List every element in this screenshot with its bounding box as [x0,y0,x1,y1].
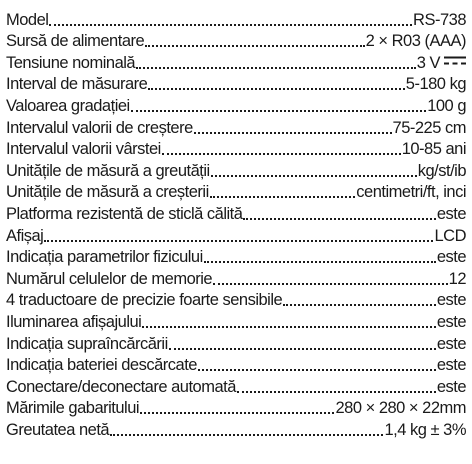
spec-label: Indicația parametrilor fizicului [6,248,203,267]
spec-row-dimensions [6,397,466,419]
spec-row-physique-indication [6,246,466,268]
dot-leader [210,196,356,198]
spec-value: 5-180 kg [405,75,466,94]
dot-leader [110,434,383,436]
spec-value: este [436,204,466,223]
spec-row-power-source [6,30,466,52]
spec-row-memory-cells [6,267,466,289]
spec-value: este [436,356,466,375]
spec-row-sensors [6,289,466,311]
spec-row-low-battery [6,354,466,376]
spec-label: Sursă de alimentare [6,32,145,51]
spec-sheet [0,8,472,464]
spec-row-model [6,8,466,30]
dot-leader [142,326,435,328]
spec-row-graduation [6,94,466,116]
spec-label: Intervalul valorii vârstei [6,140,161,159]
dot-leader [162,153,401,155]
spec-value: 75-225 cm [392,118,466,137]
spec-row-nominal-voltage [6,51,466,73]
spec-label: Greutatea netă [6,420,110,439]
spec-row-auto-on-off [6,375,466,397]
spec-value: este [436,291,466,310]
spec-row-glass-platform [6,202,466,224]
spec-value: 10-85 ani [401,140,466,159]
spec-value: 3 V [416,53,440,72]
spec-value-with-icon [417,54,466,73]
spec-row-height-units [6,181,466,203]
dc-current-icon [444,56,466,66]
spec-label: Valoarea gradației [6,96,130,115]
dot-leader [136,67,416,69]
spec-label: Numărul celulelor de memorie [6,269,213,288]
spec-label: Indicația bateriei descărcate [6,356,197,375]
spec-label: Indicația supraîncărcării [6,334,168,353]
spec-label: Iluminarea afișajului [6,312,142,331]
spec-value: este [436,312,466,331]
spec-label: Model [6,10,49,29]
spec-value: LCD [434,226,466,245]
dot-leader [145,45,364,47]
spec-label: Unitățile de măsură a greutății [6,161,210,180]
spec-label: Conectare/deconectare automată [6,377,236,396]
spec-row-age-range [6,138,466,160]
dot-leader [237,391,436,393]
spec-value: RS-738 [413,10,466,29]
dot-leader [243,218,435,220]
spec-row-overload [6,332,466,354]
spec-label: Intervalul valorii de creștere [6,118,193,137]
spec-row-weight-units [6,159,466,181]
dot-leader [283,304,436,306]
spec-value: kg/st/ib [417,161,466,180]
spec-label: Mărimile gabaritului [6,399,140,418]
spec-row-display [6,224,466,246]
dot-leader [213,283,448,285]
dot-leader [169,348,436,350]
spec-row-backlight [6,310,466,332]
dot-leader [204,261,436,263]
dot-leader [194,132,392,134]
dot-leader [211,175,417,177]
spec-value: este [436,377,466,396]
spec-label: Unitățile de măsură a creșterii [6,183,209,202]
dot-leader [148,88,404,90]
spec-value: este [436,248,466,267]
spec-label: Afișaj [6,226,44,245]
spec-value: 12 [448,269,466,288]
spec-value: centimetri/ft, inci [356,183,466,202]
spec-row-measuring-range [6,73,466,95]
spec-row-height-range [6,116,466,138]
spec-value: 1,4 kg ± 3% [384,420,466,439]
spec-label: 4 traductoare de precizie foarte sensibile [6,291,283,310]
dot-leader [140,412,334,414]
spec-value: 2 × R03 (AAA) [365,32,466,51]
dot-leader [49,24,412,26]
dot-leader [131,110,427,112]
spec-value: este [436,334,466,353]
spec-label: Tensiune nominală [6,53,136,72]
dot-leader [44,240,433,242]
dot-leader [198,369,436,371]
spec-label: Interval de măsurare [6,75,148,94]
spec-row-net-weight [6,418,466,440]
spec-label: Platforma rezistentă de sticlă călită [6,204,243,223]
spec-value: 100 g [427,96,466,115]
spec-value: 280 × 280 × 22mm [335,399,466,418]
